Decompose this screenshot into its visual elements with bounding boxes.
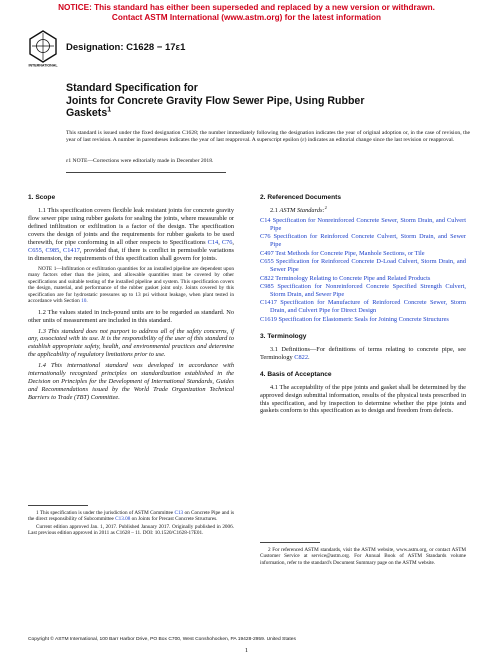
footnote-1: 1 This specification is under the jurisdiction of ASTM Committee C13 on Concrete Pipe and is the direct responsibility of Subcommittee C13.08 on Joints for Precast Concrete Structures. Current edition approved Jan. 1, 2017. Published January 2017. Originally published in 2006. Last previous edition approved in 2011 as C1628 – 11. DOI: 10.1520/C1628-17E01.	[28, 510, 235, 537]
reference-code-link[interactable]: C14	[260, 216, 271, 224]
astm-logo-icon	[28, 30, 58, 68]
reference-title[interactable]: Specification for Manufacture of Reinforced Concrete Sewer, Storm Drain, and Culvert Pipe for Direct Design	[270, 299, 466, 315]
reference-item	[260, 258, 466, 274]
title-footnote-mark: 1	[107, 106, 112, 114]
committee-link-c13[interactable]: C13	[174, 510, 184, 516]
scope-note-1: NOTE 1—Infiltration or exfiltration quantities for an installed pipeline are dependent upon many factors other than the joints, and allowable quantities must be covered by other specifications and suitable testing of the installed pipeline and system. This specification covers the design, material, and performance of the rubber gasket joint only. Joints covered by this specification are for hydrostatic pressures up to 13 psi without leakage, when plant tested in accordance with Section 10.	[28, 265, 234, 305]
left-column	[28, 194, 234, 405]
reference-code-link[interactable]: C1619	[260, 315, 277, 323]
terminology-heading: 3. Terminology	[260, 332, 307, 340]
reference-item	[260, 233, 466, 249]
reference-title[interactable]: Specification for Nonreinforced Concrete Sewer, Storm Drain, and Culvert Pipe	[270, 216, 466, 232]
document-title	[66, 82, 466, 120]
acceptance-heading: 4. Basis of Acceptance	[260, 370, 332, 378]
scope-heading: 1. Scope	[28, 194, 56, 201]
reference-item	[260, 283, 466, 299]
reference-item	[260, 217, 466, 233]
reference-item	[260, 299, 466, 315]
ref-link-c14[interactable]: C14	[207, 238, 219, 246]
copyright-line: Copyright © ASTM International, 100 Barr Harbor Drive, PO Box C700, West Conshohocken, PA 19428-2959. United States	[28, 637, 296, 642]
reference-title[interactable]: Specification for Elastomeric Seals for Joining Concrete Structures	[278, 315, 449, 323]
reference-code-link[interactable]: C497	[260, 249, 274, 257]
reference-code-link[interactable]: C985	[260, 283, 274, 291]
reference-item	[260, 316, 466, 324]
title-line-2: Joints for Concrete Gravity Flow Sewer Pipe, Using Rubber	[66, 94, 365, 107]
ref-link-c76[interactable]: C76	[221, 238, 233, 246]
scope-paragraph-2: 1.2 The values stated in inch-pound units are to be regarded as standard. No other units of measurement are included in this standard.	[28, 308, 234, 324]
notice-banner	[0, 3, 493, 23]
reference-item	[260, 250, 466, 258]
footnote-2: 2 For referenced ASTM standards, visit the ASTM website, www.astm.org, or contact ASTM Customer Service at service@astm.org. For Annual Book of ASTM Standards volume information, refer to the standard's Document Summary page on the ASTM website.	[260, 547, 466, 566]
reference-code-link[interactable]: C76	[260, 233, 271, 241]
scope-paragraph-4: 1.4 This international standard was developed in accordance with internationally recognized principles on standardization established in the Decision on Principles for the Development of International Standards, Guides and Recommendations issued by the World Trade Organization Technical Barriers to Trade (TBT) Committee.	[28, 362, 234, 402]
section-link-10[interactable]: 10	[81, 298, 87, 305]
ref-link-c1417[interactable]: C1417	[63, 246, 80, 254]
reference-code-link[interactable]: C1417	[260, 299, 277, 307]
acceptance-paragraph: 4.1 The acceptability of the pipe joints and gasket shall be determined by the approved design submittal information, results of the physical tests prescribed in this specification, and by inspection to determine whether the pipe joints and gaskets conform to this specification as to design and freedom from defects.	[260, 383, 466, 415]
footnote-1-edition: Current edition approved Jan. 1, 2017. Published January 2017. Originally published in 2006. Last previous edition approved in 2011 as C1628 – 11. DOI: 10.1520/C1628-17E01.	[28, 523, 234, 537]
subcommittee-link-c13-08[interactable]: C13.08	[115, 516, 131, 523]
title-line-1: Standard Specification for	[66, 82, 198, 94]
header-rule	[66, 172, 226, 173]
reference-code-link[interactable]: C822	[260, 274, 274, 282]
scope-paragraph-3: 1.3 This standard does not purport to address all of the safety concerns, if any, associated with its use. It is the responsibility of the user of this standard to establish appropriate safety, health, and environmental practices and determine the applicability of regulatory limitations prior to use.	[28, 327, 234, 359]
issuance-statement: This standard is issued under the fixed designation C1628; the number immediately following the designation indicates the year of original adoption or, in the case of revision, the year of last revision. A number in parentheses indicates the year of last reapproval. A superscript epsilon (ε) indicates an editorial change since the last revision or reapproval.	[66, 130, 470, 143]
footnote-rule-left	[28, 505, 88, 506]
logo-text: INTERNATIONAL	[28, 63, 58, 68]
footnote-rule-right	[260, 542, 320, 543]
references-heading: 2. Referenced Documents	[260, 194, 341, 201]
reference-title[interactable]: Specification for Reinforced Concrete Culvert, Storm Drain, and Sewer Pipe	[270, 233, 466, 249]
terminology-paragraph: 3.1 Definitions—For definitions of terms relating to concrete pipe, see Terminology C822.	[260, 345, 466, 361]
reference-title[interactable]: Specification for Nonreinforced Concrete Specified Strength Culvert, Storm Drain, and Sewer Pipe	[270, 283, 466, 298]
ref-link-c822-terminology[interactable]: C822	[294, 353, 309, 361]
reference-title[interactable]: Terminology Relating to Concrete Pipe and Related Products	[275, 274, 431, 282]
epsilon-note: ε1 NOTE—Corrections were editorially made in December 2018.	[66, 158, 214, 164]
reference-item	[260, 275, 466, 283]
references-intro: 2.1 ASTM Standards:$^2$	[270, 204, 327, 214]
reference-code-link[interactable]: C655	[260, 258, 274, 266]
scope-paragraph-1: 1.1 This specification covers flexible leak resistant joints for concrete gravity flow sewer pipe using rubber gaskets for sealing the joints, where measurable or defined infiltration or exfiltration is a factor of the design. The specification covers the design of joints and the requirements for rubber gaskets to be used therewith, for pipe conforming in all other respects to Specifications C14, C76, C655, C985, C1417, provided that, if there is conflict in permissible variations in dimension, the requirements of this specification shall govern for joints.	[28, 206, 234, 262]
notice-line-1: NOTICE: This standard has either been superseded and replaced by a new version or withdrawn.	[58, 3, 435, 12]
page-number: 1	[244, 647, 249, 654]
notice-line-2: Contact ASTM International (www.astm.org) for the latest information	[111, 13, 382, 22]
ref-link-c655[interactable]: C655	[28, 246, 42, 254]
reference-list	[260, 217, 466, 324]
title-line-3: Gaskets	[66, 107, 108, 119]
reference-title[interactable]: Test Methods for Concrete Pipe, Manhole Sections, or Tile	[275, 249, 425, 257]
right-column	[260, 194, 466, 418]
ref-link-c985[interactable]: C985	[45, 246, 60, 254]
designation: Designation: C1628 − 17ε1	[66, 42, 186, 53]
reference-title[interactable]: Specification for Reinforced Concrete D-Load Culvert, Storm Drain, and Sewer Pipe	[270, 258, 466, 274]
